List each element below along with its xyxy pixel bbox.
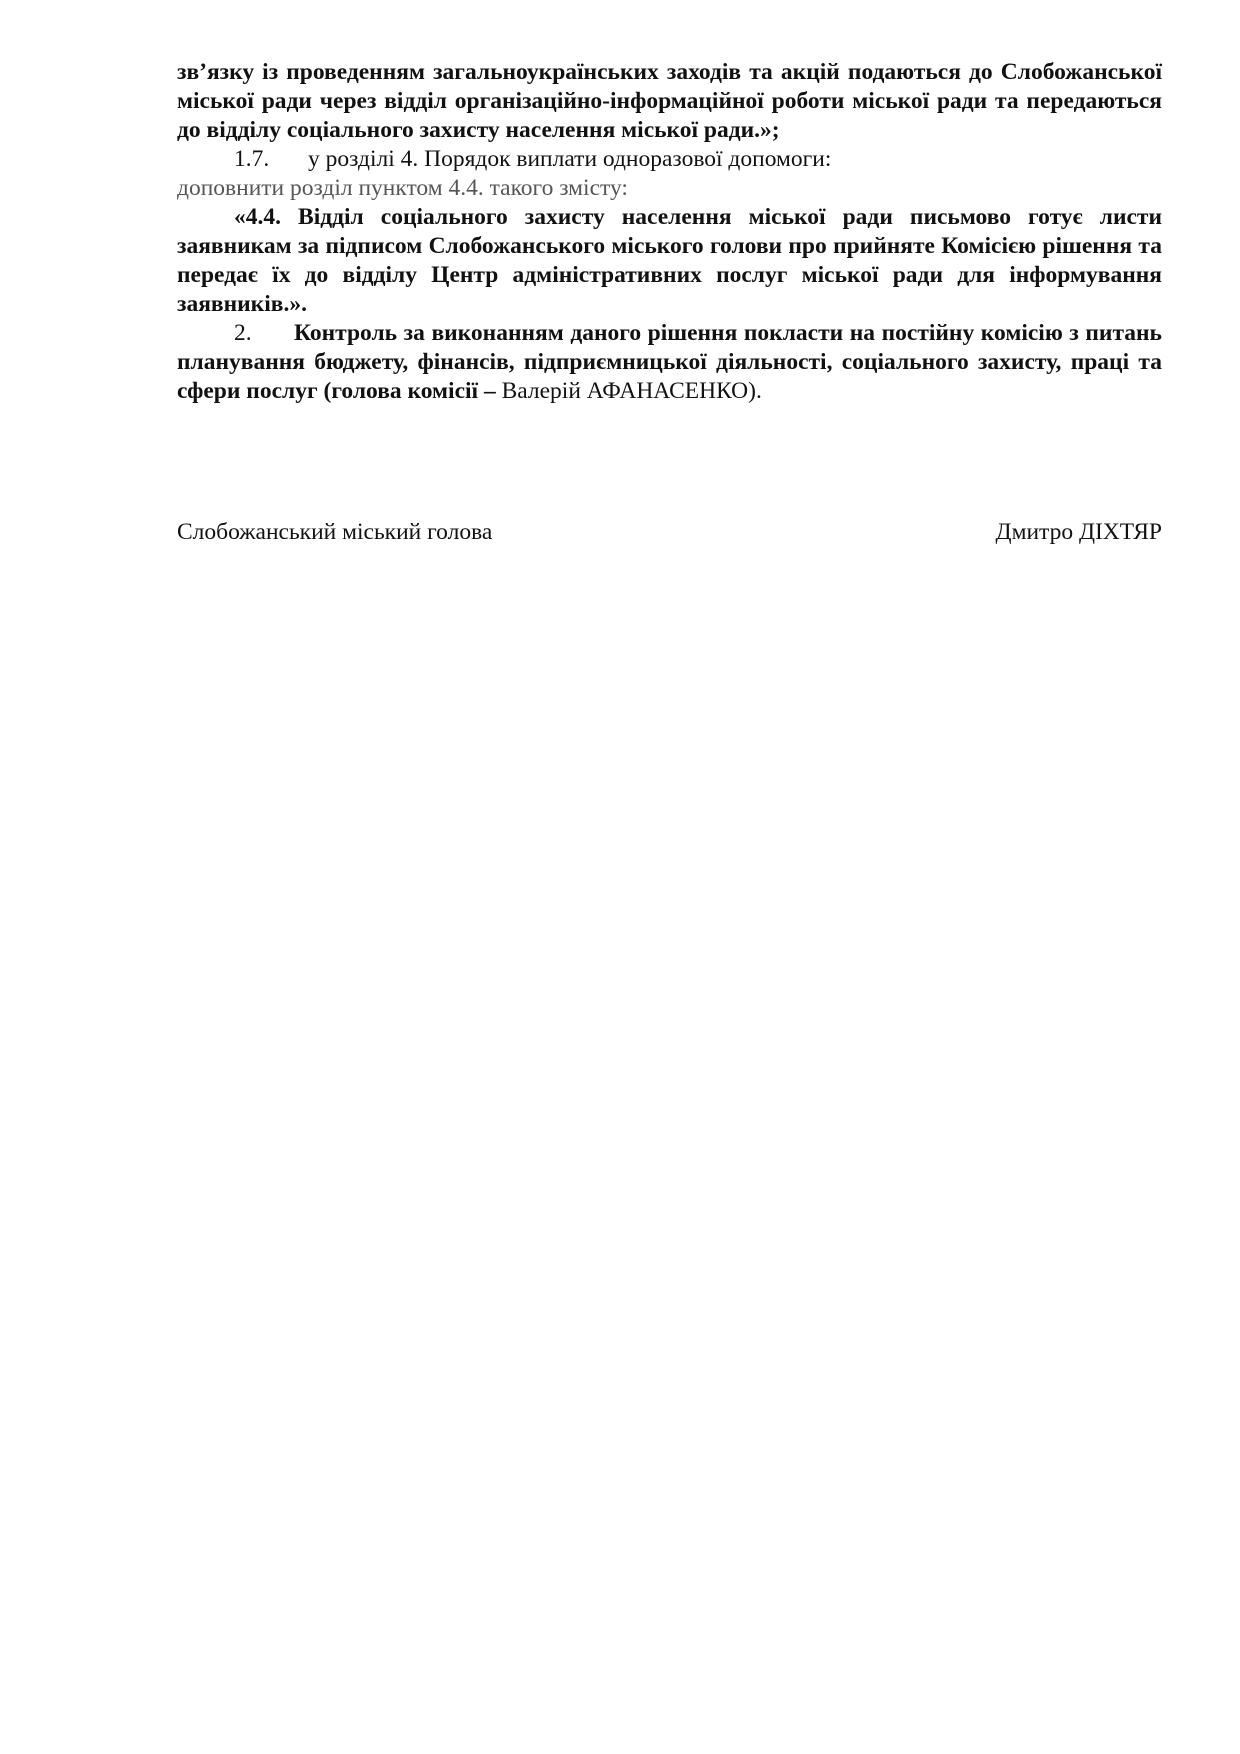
paragraph-continuation: зв’язку із проведенням загальноукраїнських заходів та акцій подаються до Слобожанської міської ради через відділ організаційно-інформаційної роботи міської ради та передаються до відділу соціального захисту населення міської ради.»; (177, 59, 1162, 143)
commission-head-name: Валерій АФАНАСЕНКО (501, 378, 749, 404)
paragraph-4-4: «4.4. Відділ соціального захисту населення міської ради письмово готує листи заявникам за підписом Слобожанського міського голови про прийняте Комісією рішення та передає їх до відділу Центр адміністративних послуг міської ради для інформування заявників.». (177, 204, 1162, 317)
document-body (177, 58, 1162, 406)
signature-block (177, 518, 1162, 547)
paragraph-supplement: доповнити розділ пунктом 4.4. такого змісту: (177, 175, 628, 201)
item-text-2-end: ). (748, 378, 762, 404)
signature-title: Слобожанський міський голова (177, 519, 493, 545)
item-number-2: 2. (234, 320, 252, 346)
paragraph-1-7 (177, 145, 1162, 174)
item-text-1-7: у розділі 4. Порядок виплати одноразової допомоги: (308, 146, 832, 172)
signature-name: Дмитро ДІХТЯР (995, 519, 1162, 545)
item-number-1-7: 1.7. (234, 146, 270, 172)
item-text-2: Контроль за виконанням даного рішення покласти на постійну комісію з питань планування бюджету, фінансів, підприємницької діяльності, соціального захисту, праці та сфери послуг (голова комісії – (177, 320, 1162, 404)
paragraph-2-control (177, 319, 1162, 406)
